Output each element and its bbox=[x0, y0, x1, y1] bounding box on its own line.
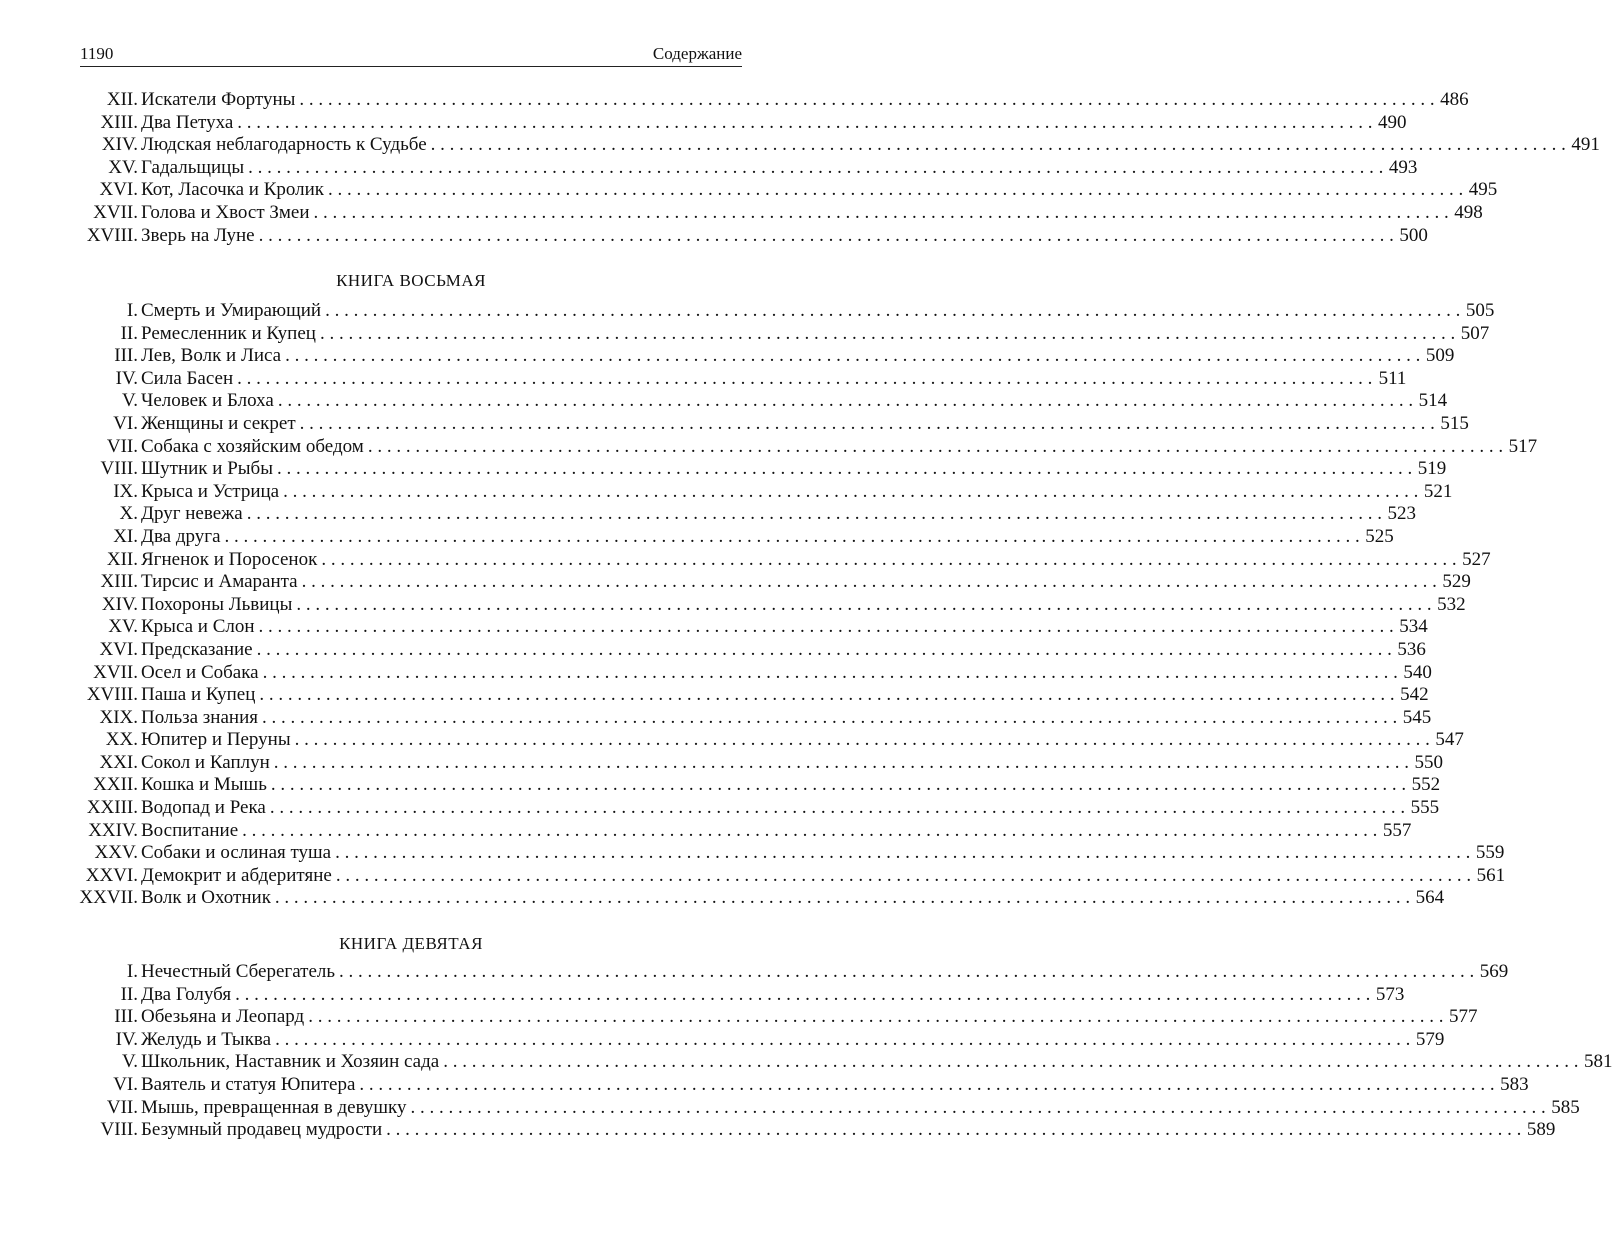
entry-page: 523 bbox=[1387, 503, 1416, 525]
toc-entry bbox=[60, 1119, 1556, 1142]
entry-page: 550 bbox=[1414, 751, 1444, 773]
entry-title: Юпитер и Перуны bbox=[141, 729, 291, 751]
entry-title: Желудь и Тыква bbox=[141, 1028, 272, 1050]
entry-page: 581 bbox=[1583, 1051, 1612, 1073]
dot-leader: . . . . . . . . . . . . . . . . . . . . . . . . . . . . . . . . . . . . . . . . . . . . . . . . . . . . . . . . . . . . . . . . . . . . . . . . . . . . . . . . . . . . . . . . . . . . . . . . . . . . . . . . . . . . . . . . . . . . . . . . bbox=[237, 111, 1373, 133]
toc-entry bbox=[60, 961, 1509, 984]
entry-number: XII. bbox=[106, 548, 138, 570]
entry-page: 564 bbox=[1415, 887, 1445, 909]
entry-title: Сокол и Каплун bbox=[141, 751, 270, 773]
entry-title: Волк и Охотник bbox=[141, 887, 271, 909]
entry-page: 507 bbox=[1460, 322, 1490, 344]
dot-leader: . . . . . . . . . . . . . . . . . . . . . . . . . . . . . . . . . . . . . . . . . . . . . . . . . . . . . . . . . . . . . . . . . . . . . . . . . . . . . . . . . . . . . . . . . . . . . . . . . . . . . . . . . . . . . . . . . . . . . . . . bbox=[246, 503, 1382, 525]
entry-number: IV. bbox=[115, 367, 138, 389]
dot-leader: . . . . . . . . . . . . . . . . . . . . . . . . . . . . . . . . . . . . . . . . . . . . . . . . . . . . . . . . . . . . . . . . . . . . . . . . . . . . . . . . . . . . . . . . . . . . . . . . . . . . . . . . . . . . . . . . . . . . . . . . bbox=[269, 797, 1406, 819]
toc-entry bbox=[60, 1006, 1478, 1029]
entry-number: XIX. bbox=[99, 706, 138, 728]
entry-title: Людская неблагодарность к Судьбе bbox=[141, 134, 427, 156]
dot-leader: . . . . . . . . . . . . . . . . . . . . . . . . . . . . . . . . . . . . . . . . . . . . . . . . . . . . . . . . . . . . . . . . . . . . . . . . . . . . . . . . . . . . . . . . . . . . . . . . . . . . . . . . . . . . . . . . . . . . . . . . bbox=[359, 1073, 1495, 1095]
toc-entry bbox=[60, 684, 1429, 707]
toc-entry bbox=[60, 89, 1469, 112]
dot-leader: . . . . . . . . . . . . . . . . . . . . . . . . . . . . . . . . . . . . . . . . . . . . . . . . . . . . . . . . . . . . . . . . . . . . . . . . . . . . . . . . . . . . . . . . . . . . . . . . . . . . . . . . . . . . . . . . . . . . . . . . bbox=[335, 842, 1471, 864]
book-heading-eighth: КНИГА ВОСЬМАЯ bbox=[336, 271, 486, 290]
dot-leader: . . . . . . . . . . . . . . . . . . . . . . . . . . . . . . . . . . . . . . . . . . . . . . . . . . . . . . . . . . . . . . . . . . . . . . . . . . . . . . . . . . . . . . . . . . . . . . . . . . . . . . . . . . . . . . . . . . . . . . . . bbox=[235, 983, 1371, 1005]
toc-entry bbox=[60, 729, 1464, 752]
toc-entry bbox=[60, 864, 1506, 888]
entry-title: Два Голубя bbox=[141, 983, 232, 1005]
entry-number: V. bbox=[121, 390, 138, 412]
dot-leader: . . . . . . . . . . . . . . . . . . . . . . . . . . . . . . . . . . . . . . . . . . . . . . . . . . . . . . . . . . . . . . . . . . . . . . . . . . . . . . . . . . . . . . . . . . . . . . . . . . . . . . . . . . . . . . . . . . . . . . . . bbox=[276, 458, 1413, 480]
dot-leader: . . . . . . . . . . . . . . . . . . . . . . . . . . . . . . . . . . . . . . . . . . . . . . . . . . . . . . . . . . . . . . . . . . . . . . . . . . . . . . . . . . . . . . . . . . . . . . . . . . . . . . . . . . . . . . . . . . . . . . . . bbox=[275, 1028, 1411, 1050]
entry-page: 511 bbox=[1378, 367, 1407, 389]
entry-title: Безумный продавец мудрости bbox=[141, 1119, 383, 1141]
entry-title: Два Петуха bbox=[141, 111, 234, 133]
toc-entry bbox=[60, 819, 1412, 843]
book-heading-ninth: КНИГА ДЕВЯТАЯ bbox=[339, 934, 483, 953]
entry-page: 557 bbox=[1382, 819, 1412, 841]
toc-entry bbox=[60, 412, 1469, 436]
dot-leader: . . . . . . . . . . . . . . . . . . . . . . . . . . . . . . . . . . . . . . . . . . . . . . . . . . . . . . . . . . . . . . . . . . . . . . . . . . . . . . . . . . . . . . . . . . . . . . . . . . . . . . . . . . . . . . . . . . . . . . . . bbox=[258, 616, 1394, 638]
entry-title: Крыса и Слон bbox=[141, 616, 255, 638]
entry-title: Кот, Ласочка и Кролик bbox=[141, 179, 325, 201]
toc-entry bbox=[60, 751, 1444, 775]
toc-entry bbox=[60, 345, 1455, 368]
dot-leader: . . . . . . . . . . . . . . . . . . . . . . . . . . . . . . . . . . . . . . . . . . . . . . . . . . . . . . . . . . . . . . . . . . . . . . . . . . . . . . . . . . . . . . . . . . . . . . . . . . . . . . . . . . . . . . . . . . . . . . . . bbox=[299, 412, 1435, 434]
toc-entry bbox=[60, 480, 1453, 504]
entry-number: IX. bbox=[113, 480, 138, 502]
toc-entry bbox=[60, 156, 1418, 180]
dot-leader: . . . . . . . . . . . . . . . . . . . . . . . . . . . . . . . . . . . . . . . . . . . . . . . . . . . . . . . . . . . . . . . . . . . . . . . . . . . . . . . . . . . . . . . . . . . . . . . . . . . . . . . . . . . . . . . . . . . . . . . . bbox=[319, 322, 1456, 344]
entry-title: Собака с хозяйским обедом bbox=[141, 435, 364, 457]
toc-entry bbox=[60, 797, 1440, 820]
entry-page: 509 bbox=[1425, 345, 1455, 367]
entry-page: 525 bbox=[1365, 525, 1394, 547]
entry-title: Сила Басен bbox=[141, 367, 234, 389]
toc-entry bbox=[60, 774, 1441, 797]
entry-number: XV. bbox=[108, 156, 138, 178]
toc-entry bbox=[60, 322, 1490, 346]
toc-entry bbox=[60, 1073, 1529, 1097]
dot-leader: . . . . . . . . . . . . . . . . . . . . . . . . . . . . . . . . . . . . . . . . . . . . . . . . . . . . . . . . . . . . . . . . . . . . . . . . . . . . . . . . . . . . . . . . . . . . . . . . . . . . . . . . . . . . . . . . . . . . . . . . bbox=[262, 661, 1398, 683]
dot-leader: . . . . . . . . . . . . . . . . . . . . . . . . . . . . . . . . . . . . . . . . . . . . . . . . . . . . . . . . . . . . . . . . . . . . . . . . . . . . . . . . . . . . . . . . . . . . . . . . . . . . . . . . . . . . . . . . . . . . . . . . bbox=[258, 224, 1394, 246]
toc-entry bbox=[60, 571, 1471, 594]
entry-title: Паша и Купец bbox=[141, 684, 256, 706]
dot-leader: . . . . . . . . . . . . . . . . . . . . . . . . . . . . . . . . . . . . . . . . . . . . . . . . . . . . . . . . . . . . . . . . . . . . . . . . . . . . . . . . . . . . . . . . . . . . . . . . . . . . . . . . . . . . . . . . . . . . . . . . bbox=[386, 1119, 1522, 1141]
entry-page: 521 bbox=[1423, 480, 1453, 502]
entry-number: II. bbox=[120, 983, 138, 1005]
entry-title: Тирсис и Амаранта bbox=[141, 571, 298, 593]
toc-entry bbox=[60, 390, 1448, 413]
entry-title: Голова и Хвост Змеи bbox=[141, 201, 310, 223]
dot-leader: . . . . . . . . . . . . . . . . . . . . . . . . . . . . . . . . . . . . . . . . . . . . . . . . . . . . . . . . . . . . . . . . . . . . . . . . . . . . . . . . . . . . . . . . . . . . . . . . . . . . . . . . . . . . . . . . . . . . . . . . bbox=[335, 864, 1472, 886]
entry-number: VII. bbox=[106, 1096, 138, 1118]
entry-title: Шутник и Рыбы bbox=[141, 458, 273, 480]
entry-page: 514 bbox=[1418, 390, 1448, 412]
entry-title: Ремесленник и Купец bbox=[141, 322, 316, 344]
dot-leader: . . . . . . . . . . . . . . . . . . . . . . . . . . . . . . . . . . . . . . . . . . . . . . . . . . . . . . . . . . . . . . . . . . . . . . . . . . . . . . . . . . . . . . . . . . . . . . . . . . . . . . . . . . . . . . . . . . . . . . . . bbox=[270, 774, 1407, 796]
entry-title: Ваятель и статуя Юпитера bbox=[141, 1073, 356, 1095]
entry-number: I. bbox=[126, 961, 138, 982]
entry-number: XXIV. bbox=[88, 819, 138, 841]
entry-page: 493 bbox=[1388, 156, 1418, 178]
entry-page: 534 bbox=[1399, 616, 1428, 638]
header-rule bbox=[80, 66, 742, 67]
dot-leader: . . . . . . . . . . . . . . . . . . . . . . . . . . . . . . . . . . . . . . . . . . . . . . . . . . . . . . . . . . . . . . . . . . . . . . . . . . . . . . . . . . . . . . . . . . . . . . . . . . . . . . . . . . . . . . . . . . . . . . . . bbox=[328, 179, 1464, 201]
toc-entry bbox=[60, 1028, 1445, 1052]
dot-leader: . . . . . . . . . . . . . . . . . . . . . . . . . . . . . . . . . . . . . . . . . . . . . . . . . . . . . . . . . . . . . . . . . . . . . . . . . . . . . . . . . . . . . . . . . . . . . . . . . . . . . . . . . . . . . . . . . . . . . . . . bbox=[274, 887, 1411, 909]
dot-leader: . . . . . . . . . . . . . . . . . . . . . . . . . . . . . . . . . . . . . . . . . . . . . . . . . . . . . . . . . . . . . . . . . . . . . . . . . . . . . . . . . . . . . . . . . . . . . . . . . . . . . . . . . . . . . . . . . . . . . . . . bbox=[294, 729, 1430, 751]
dot-leader: . . . . . . . . . . . . . . . . . . . . . . . . . . . . . . . . . . . . . . . . . . . . . . . . . . . . . . . . . . . . . . . . . . . . . . . . . . . . . . . . . . . . . . . . . . . . . . . . . . . . . . . . . . . . . . . . . . . . . . . . bbox=[262, 706, 1398, 728]
entry-title: Смерть и Умирающий bbox=[141, 300, 322, 321]
toc-entry bbox=[60, 706, 1432, 730]
entry-number: XX. bbox=[105, 729, 138, 751]
entry-page: 547 bbox=[1435, 729, 1464, 751]
toc-entry bbox=[60, 887, 1445, 910]
entry-number: VIII. bbox=[100, 1119, 138, 1141]
entry-page: 552 bbox=[1411, 774, 1441, 796]
entry-title: Осел и Собака bbox=[141, 661, 259, 683]
entry-page: 515 bbox=[1440, 412, 1469, 434]
toc-entry bbox=[60, 661, 1432, 685]
entry-number: V. bbox=[121, 1051, 138, 1073]
entry-title: Нечестный Сберегатель bbox=[141, 961, 336, 982]
toc-entry bbox=[60, 548, 1491, 572]
toc-entry bbox=[60, 1096, 1580, 1120]
toc-entry bbox=[60, 300, 1495, 323]
entry-number: XIV. bbox=[101, 134, 138, 156]
toc-entry bbox=[60, 111, 1407, 135]
entry-number: XIII. bbox=[100, 571, 138, 593]
entry-page: 542 bbox=[1400, 684, 1429, 706]
entry-title: Зверь на Луне bbox=[141, 224, 255, 246]
entry-number: VI. bbox=[113, 412, 138, 434]
dot-leader: . . . . . . . . . . . . . . . . . . . . . . . . . . . . . . . . . . . . . . . . . . . . . . . . . . . . . . . . . . . . . . . . . . . . . . . . . . . . . . . . . . . . . . . . . . . . . . . . . . . . . . . . . . . . . . . . . . . . . . . . bbox=[308, 1006, 1444, 1028]
dot-leader: . . . . . . . . . . . . . . . . . . . . . . . . . . . . . . . . . . . . . . . . . . . . . . . . . . . . . . . . . . . . . . . . . . . . . . . . . . . . . . . . . . . . . . . . . . . . . . . . . . . . . . . . . . . . . . . . . . . . . . . . bbox=[224, 525, 1360, 547]
entry-number: VI. bbox=[113, 1073, 138, 1095]
entry-page: 540 bbox=[1403, 661, 1432, 683]
entry-title: Предсказание bbox=[141, 638, 253, 660]
entry-title: Польза знания bbox=[141, 706, 258, 728]
entry-number: XXVII. bbox=[79, 887, 138, 909]
entry-page: 486 bbox=[1440, 89, 1469, 110]
entry-number: XVI. bbox=[99, 638, 138, 660]
toc-entry bbox=[60, 616, 1428, 639]
running-title: Содержание bbox=[652, 44, 742, 63]
entry-number: XV. bbox=[108, 616, 138, 638]
entry-page: 545 bbox=[1402, 706, 1432, 728]
entry-number: XIV. bbox=[101, 593, 138, 615]
dot-leader: . . . . . . . . . . . . . . . . . . . . . . . . . . . . . . . . . . . . . . . . . . . . . . . . . . . . . . . . . . . . . . . . . . . . . . . . . . . . . . . . . . . . . . . . . . . . . . . . . . . . . . . . . . . . . . . . . . . . . . . . bbox=[248, 156, 1384, 178]
dot-leader: . . . . . . . . . . . . . . . . . . . . . . . . . . . . . . . . . . . . . . . . . . . . . . . . . . . . . . . . . . . . . . . . . . . . . . . . . . . . . . . . . . . . . . . . . . . . . . . . . . . . . . . . . . . . . . . . . . . . . . . . bbox=[259, 684, 1395, 706]
entry-title: Собаки и ослиная туша bbox=[141, 842, 332, 864]
entry-page: 589 bbox=[1526, 1119, 1556, 1141]
toc-entry bbox=[60, 435, 1538, 459]
entry-page: 527 bbox=[1462, 548, 1491, 570]
entry-title: Человек и Блоха bbox=[141, 390, 274, 412]
dot-leader: . . . . . . . . . . . . . . . . . . . . . . . . . . . . . . . . . . . . . . . . . . . . . . . . . . . . . . . . . . . . . . . . . . . . . . . . . . . . . . . . . . . . . . . . . . . . . . . . . . . . . . . . . . . . . . . . . . . . . . . . bbox=[301, 571, 1437, 593]
dot-leader: . . . . . . . . . . . . . . . . . . . . . . . . . . . . . . . . . . . . . . . . . . . . . . . . . . . . . . . . . . . . . . . . . . . . . . . . . . . . . . . . . . . . . . . . . . . . . . . . . . . . . . . . . . . . . . . . . . . . . . . . bbox=[367, 435, 1504, 457]
toc-entry bbox=[60, 842, 1505, 865]
entry-number: II. bbox=[120, 322, 138, 344]
dot-leader: . . . . . . . . . . . . . . . . . . . . . . . . . . . . . . . . . . . . . . . . . . . . . . . . . . . . . . . . . . . . . . . . . . . . . . . . . . . . . . . . . . . . . . . . . . . . . . . . . . . . . . . . . . . . . . . . . . . . . . . . bbox=[237, 367, 1373, 389]
entry-page: 583 bbox=[1500, 1073, 1529, 1095]
entry-title: Друг невежа bbox=[141, 503, 243, 525]
dot-leader: . . . . . . . . . . . . . . . . . . . . . . . . . . . . . . . . . . . . . . . . . . . . . . . . . . . . . . . . . . . . . . . . . . . . . . . . . . . . . . . . . . . . . . . . . . . . . . . . . . . . . . . . . . . . . . . . . . . . . . . . bbox=[242, 819, 1378, 841]
dot-leader: . . . . . . . . . . . . . . . . . . . . . . . . . . . . . . . . . . . . . . . . . . . . . . . . . . . . . . . . . . . . . . . . . . . . . . . . . . . . . . . . . . . . . . . . . . . . . . . . . . . . . . . . . . . . . . . . . . . . . . . . bbox=[277, 390, 1414, 412]
entry-title: Обезьяна и Леопард bbox=[141, 1006, 305, 1028]
entry-number: XVII. bbox=[93, 661, 138, 683]
entry-page: 536 bbox=[1397, 638, 1426, 660]
entry-page: 555 bbox=[1410, 797, 1440, 819]
entry-title: Лев, Волк и Лиса bbox=[141, 345, 282, 367]
entry-page: 561 bbox=[1476, 864, 1506, 886]
dot-leader: . . . . . . . . . . . . . . . . . . . . . . . . . . . . . . . . . . . . . . . . . . . . . . . . . . . . . . . . . . . . . . . . . . . . . . . . . . . . . . . . . . . . . . . . . . . . . . . . . . . . . . . . . . . . . . . . . . . . . . . . bbox=[256, 638, 1392, 660]
toc-entry bbox=[60, 224, 1428, 248]
entry-title: Женщины и секрет bbox=[141, 412, 296, 434]
toc-entry bbox=[60, 458, 1447, 481]
entry-number: IV. bbox=[115, 1028, 138, 1050]
entry-title: Водопад и Река bbox=[141, 797, 266, 819]
dot-leader: . . . . . . . . . . . . . . . . . . . . . . . . . . . . . . . . . . . . . . . . . . . . . . . . . . . . . . . . . . . . . . . . . . . . . . . . . . . . . . . . . . . . . . . . . . . . . . . . . . . . . . . . . . . . . . . . . . . . . . . . bbox=[299, 89, 1435, 110]
dot-leader: . . . . . . . . . . . . . . . . . . . . . . . . . . . . . . . . . . . . . . . . . . . . . . . . . . . . . . . . . . . . . . . . . . . . . . . . . . . . . . . . . . . . . . . . . . . . . . . . . . . . . . . . . . . . . . . . . . . . . . . . bbox=[285, 345, 1421, 367]
entry-page: 519 bbox=[1417, 458, 1447, 480]
entry-number: XXII. bbox=[93, 774, 138, 796]
entry-number: I. bbox=[126, 300, 138, 321]
dot-leader: . . . . . . . . . . . . . . . . . . . . . . . . . . . . . . . . . . . . . . . . . . . . . . . . . . . . . . . . . . . . . . . . . . . . . . . . . . . . . . . . . . . . . . . . . . . . . . . . . . . . . . . . . . . . . . . . . . . . . . . . bbox=[283, 480, 1419, 502]
entry-title: Школьник, Наставник и Хозяин сада bbox=[141, 1051, 440, 1073]
entry-title: Гадальщицы bbox=[141, 156, 245, 178]
toc-entry bbox=[60, 201, 1483, 225]
entry-number: XXVI. bbox=[85, 864, 138, 886]
dot-leader: . . . . . . . . . . . . . . . . . . . . . . . . . . . . . . . . . . . . . . . . . . . . . . . . . . . . . . . . . . . . . . . . . . . . . . . . . . . . . . . . . . . . . . . . . . . . . . . . . . . . . . . . . . . . . . . . . . . . . . . . bbox=[430, 134, 1566, 156]
toc-entry bbox=[60, 1051, 1612, 1074]
entry-page: 495 bbox=[1468, 179, 1498, 201]
dot-leader: . . . . . . . . . . . . . . . . . . . . . . . . . . . . . . . . . . . . . . . . . . . . . . . . . . . . . . . . . . . . . . . . . . . . . . . . . . . . . . . . . . . . . . . . . . . . . . . . . . . . . . . . . . . . . . . . . . . . . . . . bbox=[313, 201, 1449, 223]
entry-page: 490 bbox=[1378, 111, 1407, 133]
entry-page: 585 bbox=[1551, 1096, 1580, 1118]
entry-title: Ягненок и Поросенок bbox=[141, 548, 318, 570]
entry-number: XXV. bbox=[94, 842, 138, 864]
toc-entry bbox=[60, 179, 1498, 202]
entry-title: Кошка и Мышь bbox=[141, 774, 267, 796]
dot-leader: . . . . . . . . . . . . . . . . . . . . . . . . . . . . . . . . . . . . . . . . . . . . . . . . . . . . . . . . . . . . . . . . . . . . . . . . . . . . . . . . . . . . . . . . . . . . . . . . . . . . . . . . . . . . . . . . . . . . . . . . bbox=[325, 300, 1461, 321]
entry-page: 529 bbox=[1442, 571, 1471, 593]
entry-number: XXIII. bbox=[86, 797, 138, 819]
toc-entry bbox=[60, 367, 1407, 391]
entry-number: XVII. bbox=[93, 201, 138, 223]
entry-page: 559 bbox=[1475, 842, 1505, 864]
entry-title: Похороны Львицы bbox=[141, 593, 293, 615]
entry-title: Мышь, превращенная в девушку bbox=[141, 1096, 407, 1118]
toc-entry bbox=[60, 525, 1394, 549]
entry-page: 532 bbox=[1437, 593, 1466, 615]
entry-title: Крыса и Устрица bbox=[141, 480, 280, 502]
entry-number: XI. bbox=[113, 525, 138, 547]
entry-number: XVIII. bbox=[86, 224, 138, 246]
entry-title: Воспитание bbox=[141, 819, 239, 841]
entry-number: XVIII. bbox=[86, 684, 138, 706]
toc-section-continued bbox=[60, 89, 1600, 247]
entry-page: 500 bbox=[1399, 224, 1428, 246]
toc-entry bbox=[60, 638, 1426, 662]
toc-entry bbox=[60, 983, 1405, 1007]
entry-page: 577 bbox=[1448, 1006, 1478, 1028]
entry-number: XVI. bbox=[99, 179, 138, 201]
dot-leader: . . . . . . . . . . . . . . . . . . . . . . . . . . . . . . . . . . . . . . . . . . . . . . . . . . . . . . . . . . . . . . . . . . . . . . . . . . . . . . . . . . . . . . . . . . . . . . . . . . . . . . . . . . . . . . . . . . . . . . . . bbox=[443, 1051, 1579, 1073]
entry-number: VII. bbox=[106, 435, 138, 457]
toc-section-book-nine bbox=[60, 961, 1612, 1142]
dot-leader: . . . . . . . . . . . . . . . . . . . . . . . . . . . . . . . . . . . . . . . . . . . . . . . . . . . . . . . . . . . . . . . . . . . . . . . . . . . . . . . . . . . . . . . . . . . . . . . . . . . . . . . . . . . . . . . . . . . . . . . . bbox=[339, 961, 1475, 982]
dot-leader: . . . . . . . . . . . . . . . . . . . . . . . . . . . . . . . . . . . . . . . . . . . . . . . . . . . . . . . . . . . . . . . . . . . . . . . . . . . . . . . . . . . . . . . . . . . . . . . . . . . . . . . . . . . . . . . . . . . . . . . . bbox=[296, 593, 1432, 615]
entry-page: 569 bbox=[1479, 961, 1509, 982]
toc-entry bbox=[60, 593, 1466, 617]
entry-page: 498 bbox=[1454, 201, 1483, 223]
entry-title: Два друга bbox=[141, 525, 221, 547]
toc-entry bbox=[60, 503, 1416, 526]
entry-page: 505 bbox=[1465, 300, 1495, 321]
entry-number: XXI. bbox=[99, 751, 138, 773]
entry-page: 579 bbox=[1415, 1028, 1445, 1050]
entry-title: Искатели Фортуны bbox=[141, 89, 296, 110]
entry-page: 517 bbox=[1508, 435, 1538, 457]
entry-number: VIII. bbox=[100, 458, 138, 480]
dot-leader: . . . . . . . . . . . . . . . . . . . . . . . . . . . . . . . . . . . . . . . . . . . . . . . . . . . . . . . . . . . . . . . . . . . . . . . . . . . . . . . . . . . . . . . . . . . . . . . . . . . . . . . . . . . . . . . . . . . . . . . . bbox=[410, 1096, 1546, 1118]
entry-page: 491 bbox=[1571, 134, 1600, 156]
entry-number: III. bbox=[114, 345, 138, 367]
toc-entry bbox=[60, 134, 1600, 157]
dot-leader: . . . . . . . . . . . . . . . . . . . . . . . . . . . . . . . . . . . . . . . . . . . . . . . . . . . . . . . . . . . . . . . . . . . . . . . . . . . . . . . . . . . . . . . . . . . . . . . . . . . . . . . . . . . . . . . . . . . . . . . . bbox=[321, 548, 1457, 570]
toc-section-book-eight bbox=[60, 300, 1538, 910]
dot-leader: . . . . . . . . . . . . . . . . . . . . . . . . . . . . . . . . . . . . . . . . . . . . . . . . . . . . . . . . . . . . . . . . . . . . . . . . . . . . . . . . . . . . . . . . . . . . . . . . . . . . . . . . . . . . . . . . . . . . . . . . bbox=[273, 751, 1410, 773]
entry-title: Демокрит и абдеритяне bbox=[141, 864, 332, 886]
entry-page: 573 bbox=[1375, 983, 1405, 1005]
entry-number: III. bbox=[114, 1006, 138, 1028]
running-header bbox=[80, 44, 742, 66]
entry-number: X. bbox=[119, 503, 138, 525]
entry-number: XIII. bbox=[100, 111, 138, 133]
entry-number: XII. bbox=[106, 89, 138, 110]
page-number: 1190 bbox=[80, 44, 114, 63]
